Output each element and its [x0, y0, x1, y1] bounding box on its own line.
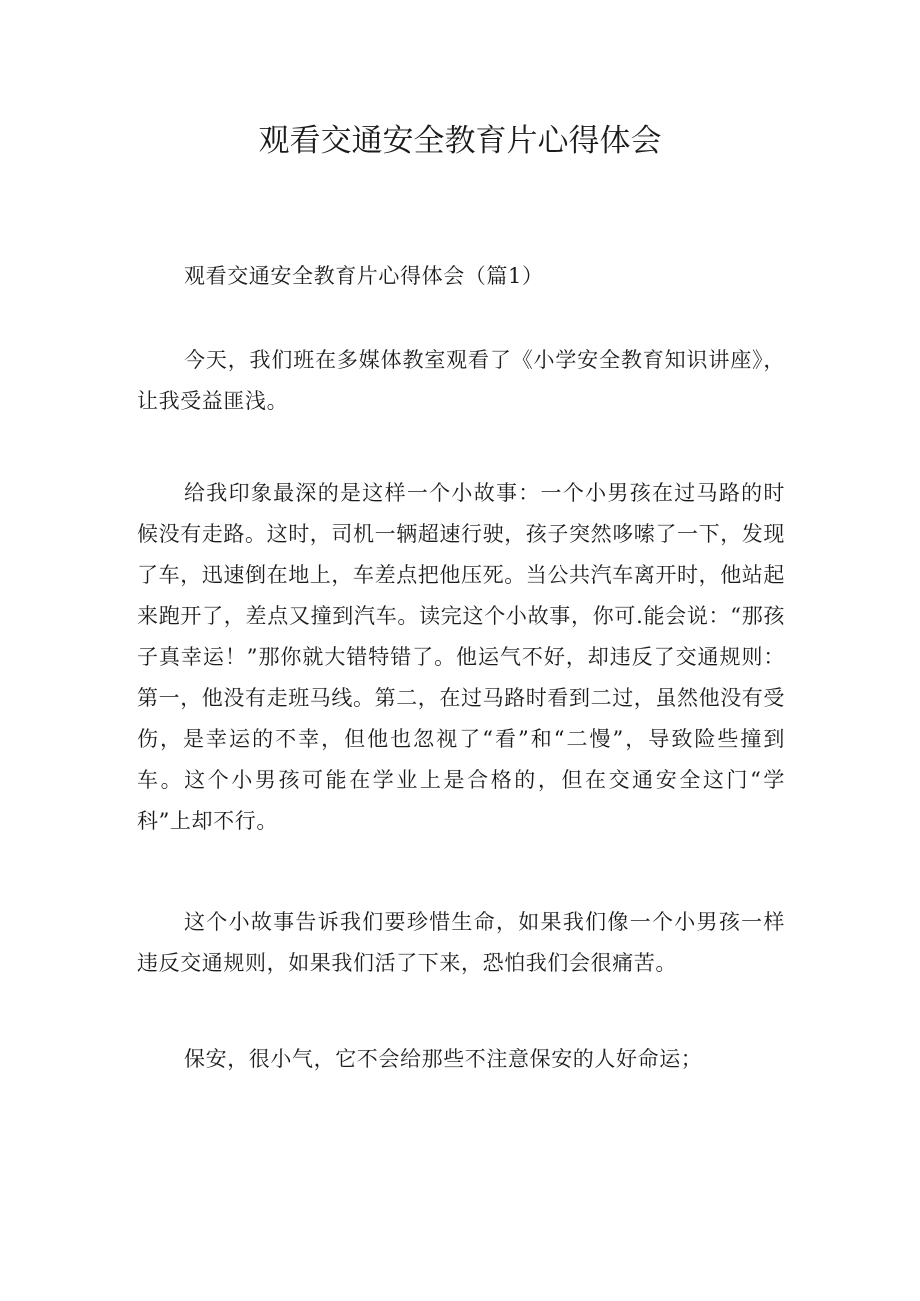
paragraph-3: 这个小故事告诉我们要珍惜生命，如果我们像一个小男孩一样违反交通规则，如果我们活了下来，恐怕我们会很痛苦。 [137, 910, 785, 975]
paragraph-1: 今天，我们班在多媒体教室观看了《小学安全教育知识讲座》，让我受益匪浅。 [137, 348, 785, 413]
document-title: 观看交通安全教育片心得体会 [258, 123, 662, 159]
paragraph-2: 给我印象最深的是这样一个小故事：一个小男孩在过马路的时候没有走路。这时，司机一辆超速行驶，孩子突然哆嗦了一下，发现了车，迅速倒在地上，车差点把他压死。当公共汽车离开时，他站起来跑开了，差点又撞到汽车。读完这个小故事，你可.能会说：“那孩子真幸运！”那你就大错特错了。他运气不好，却违反了交通规则：第一，他没有走班马线。第二，在过马路时看到二过，虽然他没有受伤，是幸运的不幸，但他也忽视了“看”和“二慢”，导致险些撞到车。这个小男孩可能在学业上是合格的，但在交通安全这门“学科”上却不行。 [137, 481, 785, 833]
paragraph-4: 保安，很小气，它不会给那些不注意保安的人好命运； [184, 1047, 703, 1071]
section-heading: 观看交通安全教育片心得体会（篇1） [184, 264, 544, 288]
